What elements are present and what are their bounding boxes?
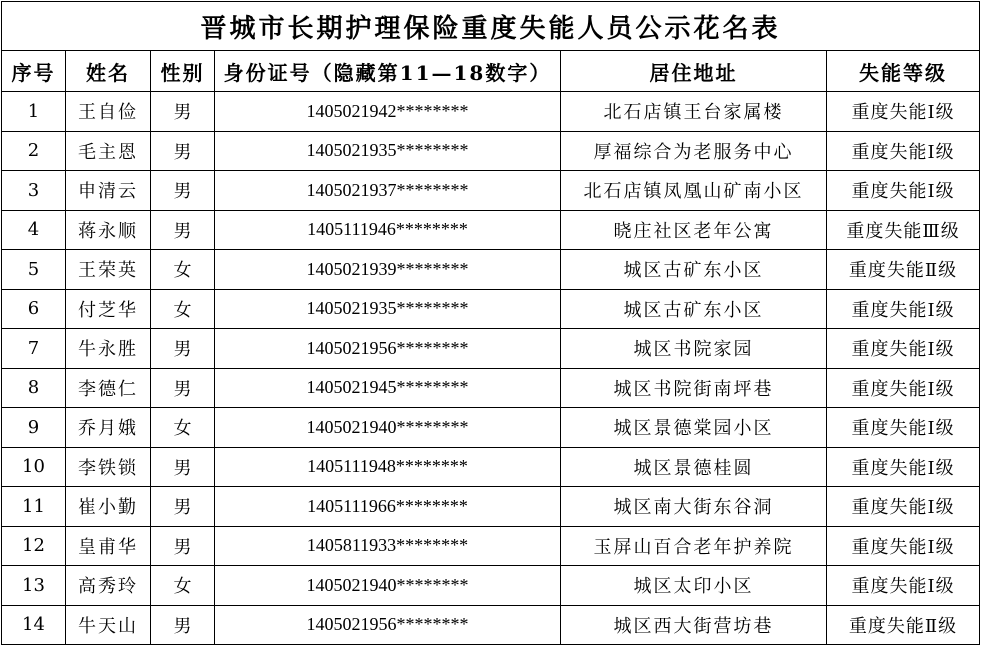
cell-name: 李德仁 xyxy=(66,368,151,408)
cell-seq: 6 xyxy=(2,289,66,329)
header-level: 失能等级 xyxy=(827,51,980,92)
cell-name: 蒋永顺 xyxy=(66,210,151,250)
cell-name: 崔小勤 xyxy=(66,487,151,527)
cell-address: 晓庄社区老年公寓 xyxy=(561,210,827,250)
cell-gender: 男 xyxy=(151,487,215,527)
cell-gender: 男 xyxy=(151,447,215,487)
cell-gender: 男 xyxy=(151,526,215,566)
header-id: 身份证号（隐藏第11—18数字） xyxy=(215,51,561,92)
cell-id-number: 1405811933******** xyxy=(215,526,561,566)
cell-address: 城区景德棠园小区 xyxy=(561,408,827,448)
cell-seq: 5 xyxy=(2,250,66,290)
table-row xyxy=(2,250,980,290)
cell-seq: 4 xyxy=(2,210,66,250)
cell-disability-level: 重度失能Ⅰ级 xyxy=(827,131,980,171)
header-seq: 序号 xyxy=(2,51,66,92)
cell-address: 城区书院街南坪巷 xyxy=(561,368,827,408)
cell-disability-level: 重度失能Ⅲ级 xyxy=(827,210,980,250)
cell-id-number: 1405111948******** xyxy=(215,447,561,487)
cell-address: 城区南大街东谷洞 xyxy=(561,487,827,527)
cell-address: 玉屏山百合老年护养院 xyxy=(561,526,827,566)
cell-name: 皇甫华 xyxy=(66,526,151,566)
cell-address: 北石店镇凤凰山矿南小区 xyxy=(561,171,827,211)
cell-gender: 男 xyxy=(151,92,215,132)
table-row xyxy=(2,329,980,369)
cell-address: 城区景德桂圆 xyxy=(561,447,827,487)
cell-name: 牛永胜 xyxy=(66,329,151,369)
cell-seq: 2 xyxy=(2,131,66,171)
cell-gender: 女 xyxy=(151,408,215,448)
cell-seq: 13 xyxy=(2,566,66,606)
cell-gender: 男 xyxy=(151,131,215,171)
header-row xyxy=(2,51,980,92)
cell-address: 城区古矿东小区 xyxy=(561,250,827,290)
cell-disability-level: 重度失能Ⅰ级 xyxy=(827,368,980,408)
cell-disability-level: 重度失能Ⅱ级 xyxy=(827,605,980,645)
cell-address: 城区西大街营坊巷 xyxy=(561,605,827,645)
header-gender: 性别 xyxy=(151,51,215,92)
cell-seq: 3 xyxy=(2,171,66,211)
roster-sheet xyxy=(1,1,981,655)
table-title: 晋城市长期护理保险重度失能人员公示花名表 xyxy=(2,2,980,51)
table-row xyxy=(2,526,980,566)
cell-name: 高秀玲 xyxy=(66,566,151,606)
cell-disability-level: 重度失能Ⅰ级 xyxy=(827,92,980,132)
cell-seq: 14 xyxy=(2,605,66,645)
cell-gender: 男 xyxy=(151,329,215,369)
cell-address: 厚福综合为老服务中心 xyxy=(561,131,827,171)
cell-gender: 男 xyxy=(151,605,215,645)
cell-disability-level: 重度失能Ⅰ级 xyxy=(827,289,980,329)
cell-name: 王自俭 xyxy=(66,92,151,132)
cell-address: 北石店镇王台家属楼 xyxy=(561,92,827,132)
cell-disability-level: 重度失能Ⅰ级 xyxy=(827,329,980,369)
cell-seq: 10 xyxy=(2,447,66,487)
cell-disability-level: 重度失能Ⅰ级 xyxy=(827,447,980,487)
cell-name: 李铁锁 xyxy=(66,447,151,487)
cell-id-number: 1405021940******** xyxy=(215,408,561,448)
table-row xyxy=(2,487,980,527)
cell-name: 付芝华 xyxy=(66,289,151,329)
cell-id-number: 1405021935******** xyxy=(215,131,561,171)
roster-table xyxy=(1,1,980,645)
table-row xyxy=(2,92,980,132)
cell-id-number: 1405021956******** xyxy=(215,605,561,645)
cell-seq: 12 xyxy=(2,526,66,566)
table-row xyxy=(2,131,980,171)
cell-address: 城区书院家园 xyxy=(561,329,827,369)
table-row xyxy=(2,368,980,408)
cell-id-number: 1405021935******** xyxy=(215,289,561,329)
cell-name: 王荣英 xyxy=(66,250,151,290)
cell-disability-level: 重度失能Ⅱ级 xyxy=(827,250,980,290)
cell-gender: 男 xyxy=(151,210,215,250)
cell-seq: 9 xyxy=(2,408,66,448)
cell-id-number: 1405021940******** xyxy=(215,566,561,606)
header-address: 居住地址 xyxy=(561,51,827,92)
header-name: 姓名 xyxy=(66,51,151,92)
cell-disability-level: 重度失能Ⅰ级 xyxy=(827,487,980,527)
cell-gender: 女 xyxy=(151,289,215,329)
table-row xyxy=(2,447,980,487)
cell-address: 城区古矿东小区 xyxy=(561,289,827,329)
cell-gender: 男 xyxy=(151,171,215,211)
cell-name: 毛主恩 xyxy=(66,131,151,171)
cell-seq: 1 xyxy=(2,92,66,132)
table-row xyxy=(2,408,980,448)
cell-seq: 11 xyxy=(2,487,66,527)
cell-id-number: 1405021956******** xyxy=(215,329,561,369)
cell-id-number: 1405021939******** xyxy=(215,250,561,290)
cell-disability-level: 重度失能Ⅰ级 xyxy=(827,526,980,566)
cell-disability-level: 重度失能Ⅰ级 xyxy=(827,566,980,606)
cell-id-number: 1405111966******** xyxy=(215,487,561,527)
cell-seq: 8 xyxy=(2,368,66,408)
cell-disability-level: 重度失能Ⅰ级 xyxy=(827,171,980,211)
cell-name: 申清云 xyxy=(66,171,151,211)
cell-address: 城区太印小区 xyxy=(561,566,827,606)
table-row xyxy=(2,566,980,606)
table-row xyxy=(2,605,980,645)
cell-name: 乔月娥 xyxy=(66,408,151,448)
cell-id-number: 1405111946******** xyxy=(215,210,561,250)
cell-gender: 女 xyxy=(151,250,215,290)
table-row xyxy=(2,289,980,329)
cell-seq: 7 xyxy=(2,329,66,369)
cell-id-number: 1405021937******** xyxy=(215,171,561,211)
cell-gender: 女 xyxy=(151,566,215,606)
cell-id-number: 1405021942******** xyxy=(215,92,561,132)
cell-disability-level: 重度失能Ⅰ级 xyxy=(827,408,980,448)
table-row xyxy=(2,210,980,250)
cell-name: 牛天山 xyxy=(66,605,151,645)
cell-gender: 男 xyxy=(151,368,215,408)
cell-id-number: 1405021945******** xyxy=(215,368,561,408)
table-row xyxy=(2,171,980,211)
title-row xyxy=(2,2,980,51)
